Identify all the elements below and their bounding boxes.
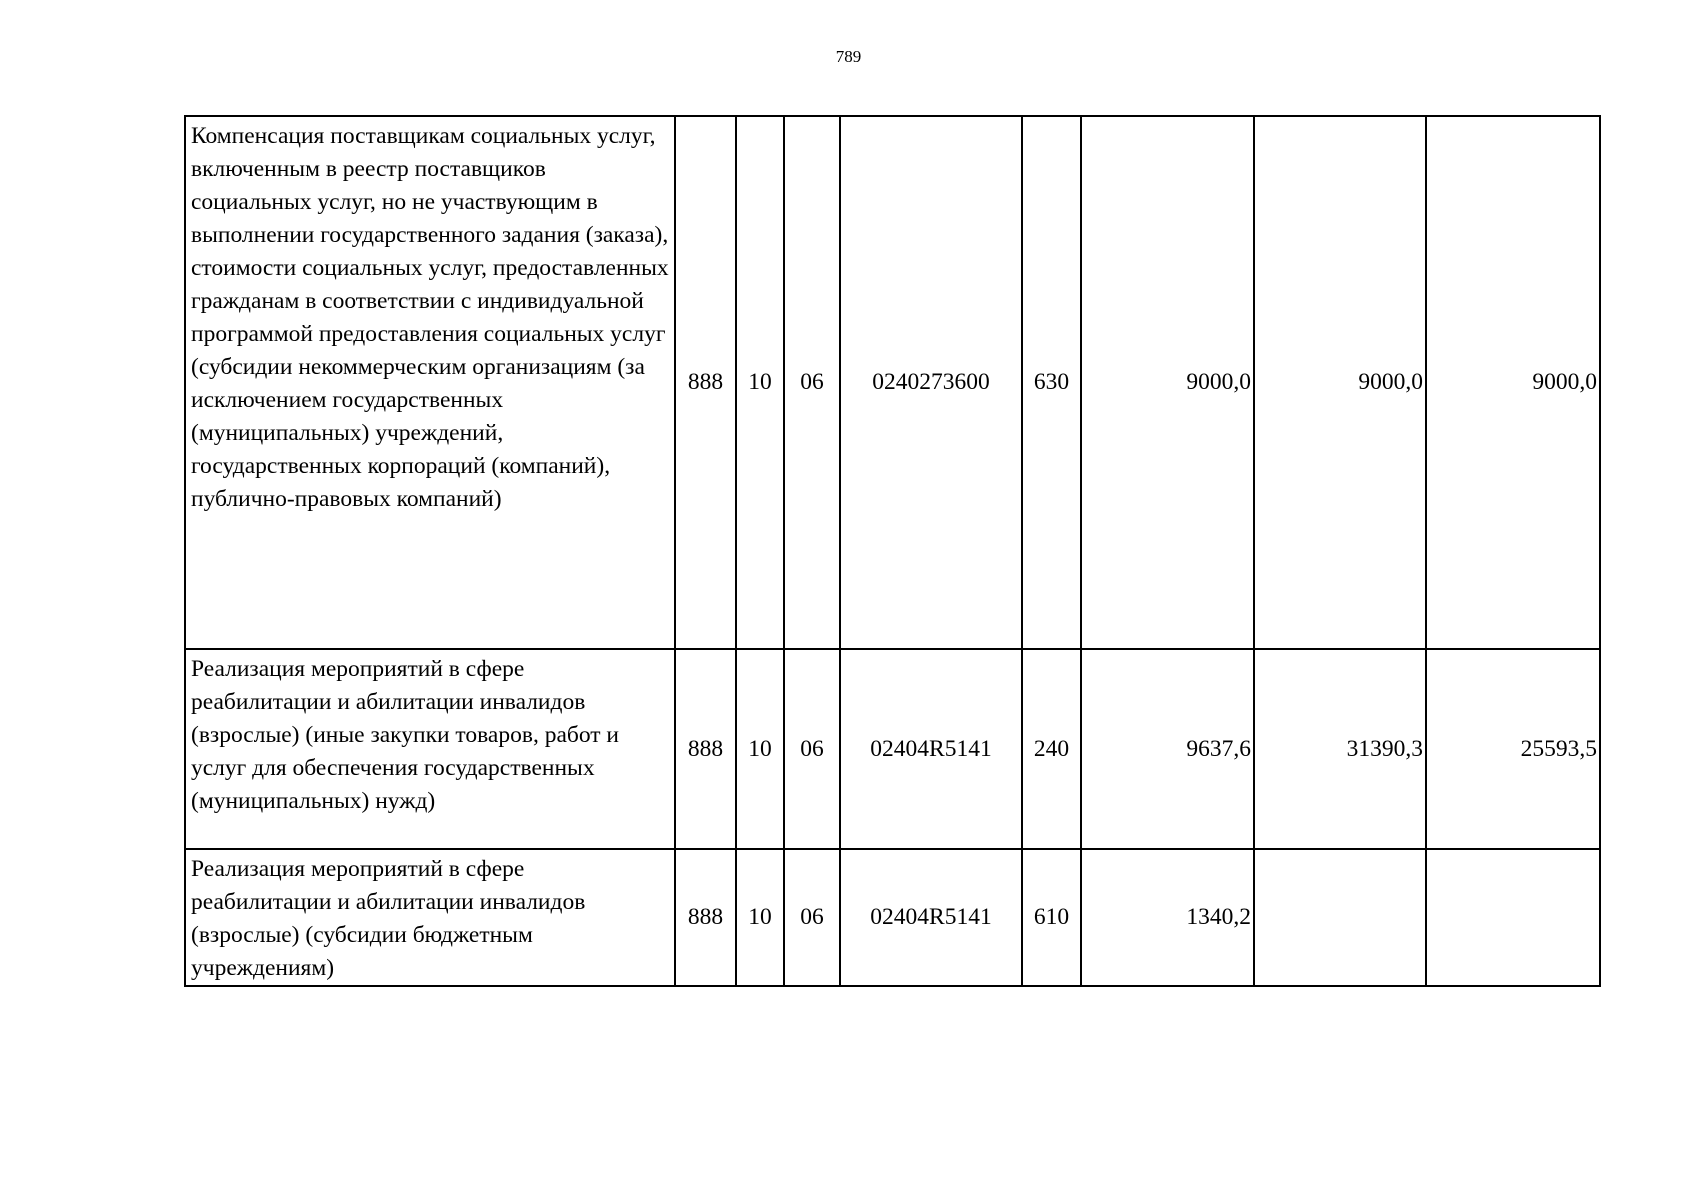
- amount-year-3: [1426, 849, 1600, 986]
- table-row: [185, 649, 1600, 849]
- target-article-code: 02404R5141: [840, 649, 1022, 849]
- table-row: [185, 116, 1600, 649]
- budget-table: [184, 115, 1601, 987]
- subsection-code: 06: [784, 116, 840, 649]
- row-description: Реализация мероприятий в сфере реабилитации и абилитации инвалидов (взрослые) (субсидии бюджетным учреждениям): [185, 849, 675, 986]
- subsection-code: 06: [784, 849, 840, 986]
- expense-type-code: 240: [1022, 649, 1081, 849]
- amount-year-2: 9000,0: [1254, 116, 1426, 649]
- amount-year-1: 9637,6: [1081, 649, 1254, 849]
- amount-year-2: 31390,3: [1254, 649, 1426, 849]
- table-row: [185, 849, 1600, 986]
- row-description: Реализация мероприятий в сфере реабилитации и абилитации инвалидов (взрослые) (иные закупки товаров, работ и услуг для обеспечения государственных (муниципальных) нужд): [185, 649, 675, 849]
- amount-year-3: 25593,5: [1426, 649, 1600, 849]
- expense-type-code: 630: [1022, 116, 1081, 649]
- target-article-code: 0240273600: [840, 116, 1022, 649]
- page-number: 789: [835, 47, 862, 66]
- ministry-code: 888: [675, 116, 736, 649]
- section-code: 10: [736, 849, 784, 986]
- section-code: 10: [736, 116, 784, 649]
- ministry-code: 888: [675, 649, 736, 849]
- target-article-code: 02404R5141: [840, 849, 1022, 986]
- amount-year-1: 1340,2: [1081, 849, 1254, 986]
- amount-year-3: 9000,0: [1426, 116, 1600, 649]
- amount-year-2: [1254, 849, 1426, 986]
- ministry-code: 888: [675, 849, 736, 986]
- row-description: Компенсация поставщикам социальных услуг, включенным в реестр поставщиков социальных услуг, но не участвующим в выполнении государственного задания (заказа), стоимости социальных услуг, предоставленных гражданам в соответствии с индивидуальной программой предоставления социальных услуг (субсидии некоммерческим организациям (за исключением государственных (муниципальных) учреждений, государственных корпораций (компаний), публично-правовых компаний): [185, 116, 675, 649]
- subsection-code: 06: [784, 649, 840, 849]
- expense-type-code: 610: [1022, 849, 1081, 986]
- amount-year-1: 9000,0: [1081, 116, 1254, 649]
- section-code: 10: [736, 649, 784, 849]
